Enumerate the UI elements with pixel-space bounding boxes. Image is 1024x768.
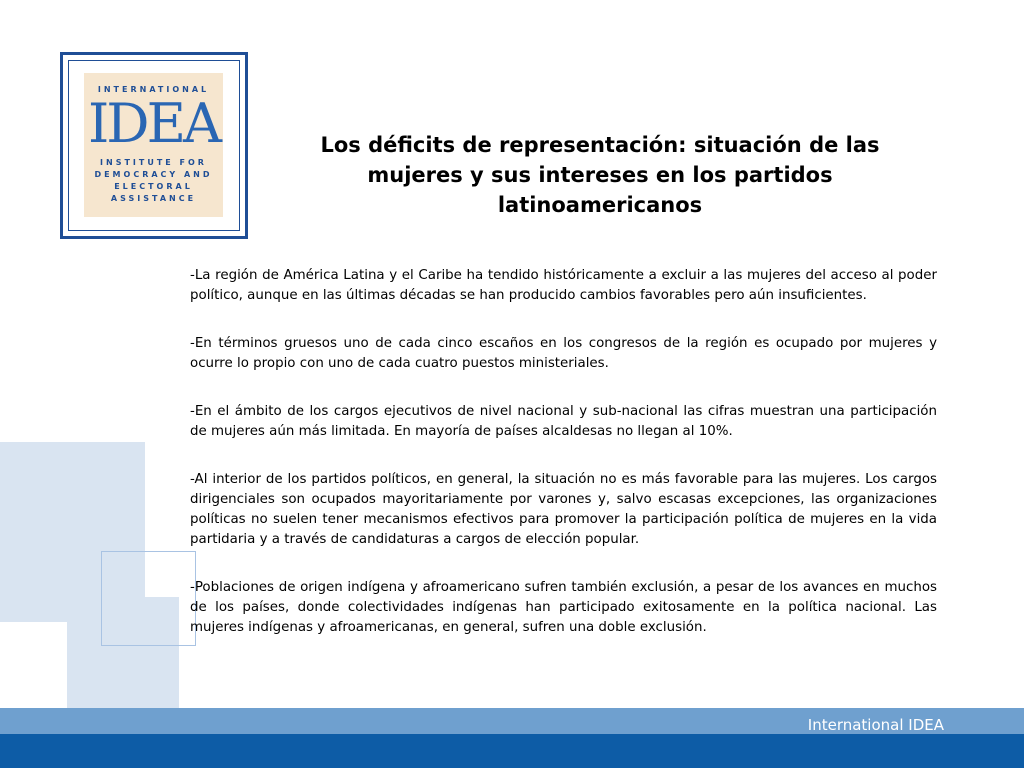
slide-title: Los déficits de representación: situación de las mujeres y sus intereses en los partidos latinoamericanos <box>320 133 880 217</box>
footer-text: International IDEA <box>807 716 944 734</box>
body-paragraph: -Al interior de los partidos políticos, en general, la situación no es más favorable para las mujeres. Los cargos dirigenciales son ocupados mayoritariamente por varones y, salvo escasas excepciones, las organizaciones políticas no suelen tener mecanismos efectivos para promover la participación política de mujeres en la vida partidaria y a través de candidaturas a cargos de elección popular. <box>190 472 937 547</box>
footer-band-dark <box>0 734 1024 768</box>
body-paragraph: -La región de América Latina y el Caribe ha tendido históricamente a excluir a las mujeres del acceso al poder político, aunque en las últimas décadas se han producido cambios favorables pero aún insuficientes. <box>190 268 937 303</box>
logo-line: DEMOCRACY AND <box>94 170 213 179</box>
international-idea-logo <box>60 52 248 239</box>
logo-subtitle <box>84 157 223 205</box>
slide-body <box>190 266 937 666</box>
body-paragraph: -En el ámbito de los cargos ejecutivos de nivel nacional y sub-nacional las cifras muestran una participación de mujeres aún más limitada. En mayoría de países alcaldesas no llegan al 10%. <box>190 404 937 439</box>
logo-line: ELECTORAL <box>114 182 193 191</box>
decorative-outline-square <box>101 551 196 646</box>
logo-panel <box>84 73 223 217</box>
body-paragraph: -Poblaciones de origen indígena y afroamericano sufren también exclusión, a pesar de los avances en muchos de los países, donde colectividades indígenas han participado exitosamente en la política nacional. Las mujeres indígenas y afroamericanas, en general, sufren una doble exclusión. <box>190 580 937 635</box>
logo-top-word: INTERNATIONAL <box>97 85 210 94</box>
logo-big-word: IDEA <box>87 92 220 155</box>
body-paragraph: -En términos gruesos uno de cada cinco escaños en los congresos de la región es ocupado por mujeres y ocurre lo propio con uno de cada cuatro puestos ministeriales. <box>190 336 937 371</box>
logo-line: INSTITUTE FOR <box>100 158 207 167</box>
logo-line: ASSISTANCE <box>110 194 197 203</box>
